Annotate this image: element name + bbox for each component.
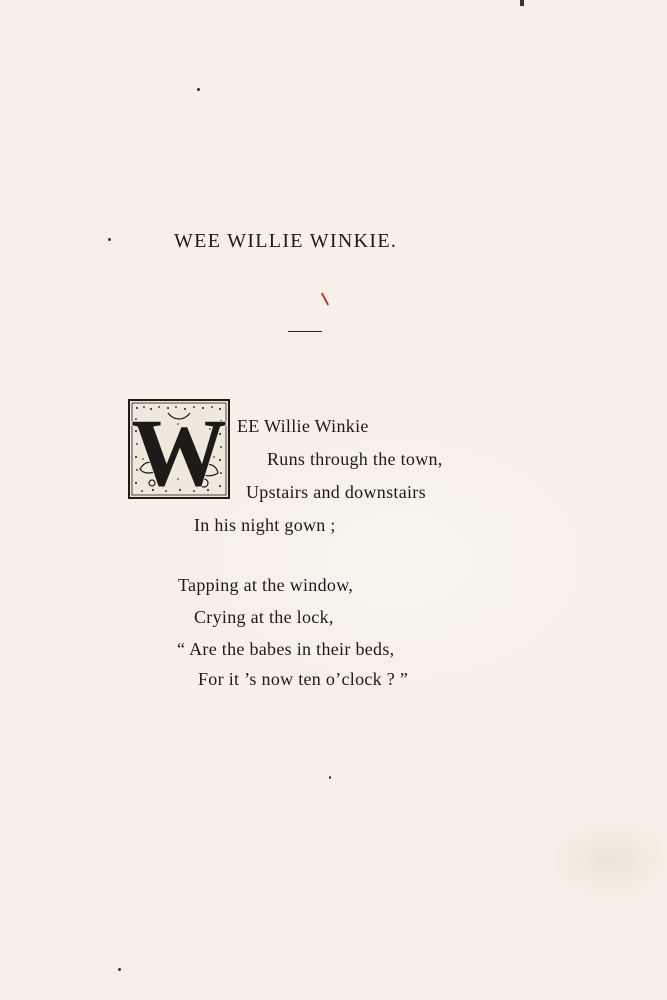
ink-speck [108,238,111,241]
red-pencil-mark [321,292,329,305]
ink-speck [520,0,524,6]
title-rule [288,331,322,332]
poem-line: In his night gown ; [194,515,336,535]
poem-line: Crying at the lock, [194,607,334,627]
poem-line: For it ’s now ten o’clock ? ” [198,669,409,689]
ink-speck [329,776,331,779]
ink-speck [197,88,200,91]
poem-line: EE Willie Winkie [237,416,369,436]
drop-cap-w-ornament [128,399,230,499]
poem-line: Tapping at the window, [178,575,354,595]
poem-line: Upstairs and downstairs [246,482,426,502]
poem-line: “ Are the babes in their beds, [177,639,395,659]
drop-cap-letter: W [131,399,227,499]
ink-speck [118,968,121,971]
poem-title: WEE WILLIE WINKIE. [174,230,398,252]
poem-line: Runs through the town, [267,449,443,469]
